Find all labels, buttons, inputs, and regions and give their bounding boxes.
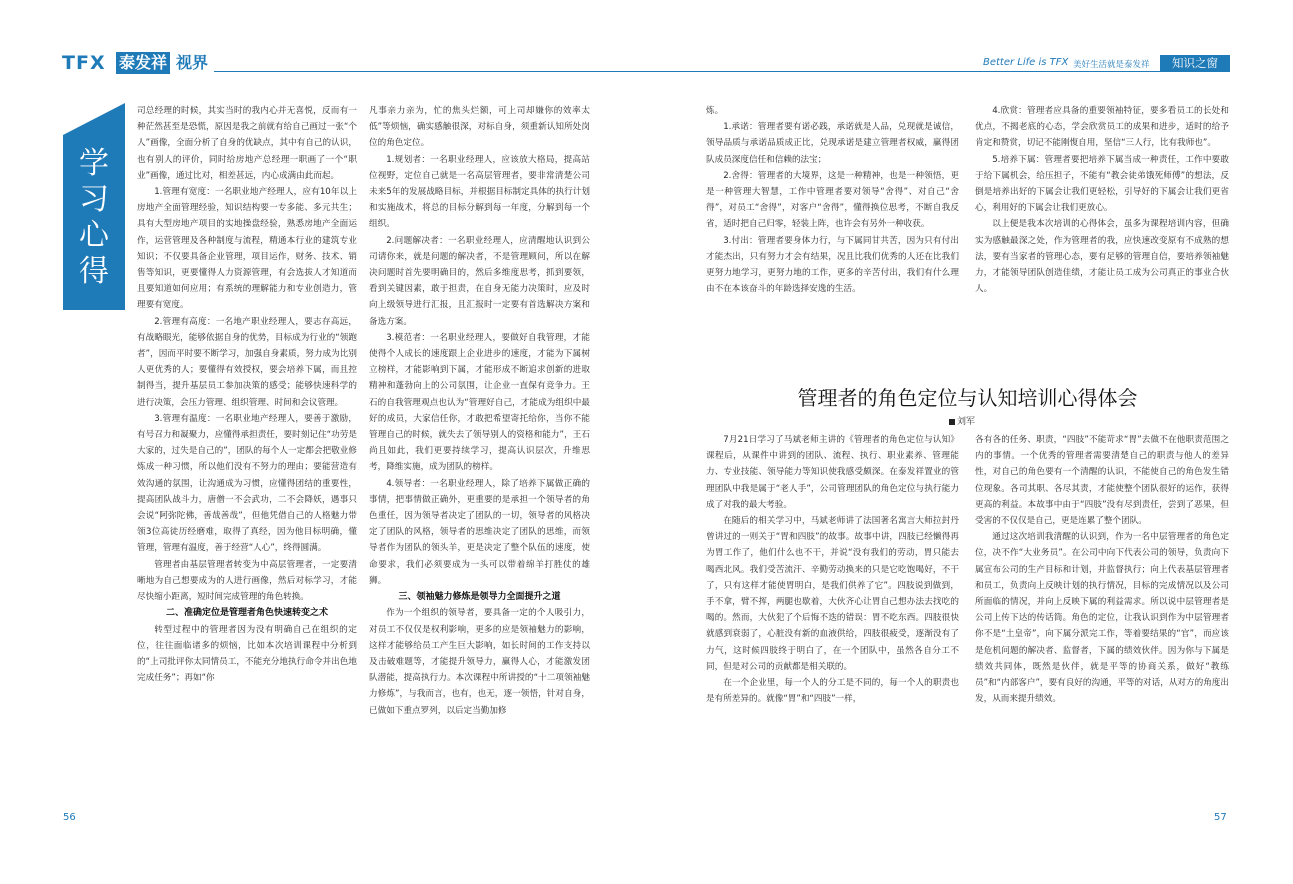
side-banner-char: 心 bbox=[79, 218, 109, 253]
paragraph: 1.承诺：管理者要有诺必践，承诺就是人品，兑现就是诚信，领导品质与承诺品质成正比，兑现承诺是建立管理者权威，赢得团队成员深度信任和信赖的法宝； bbox=[706, 122, 959, 165]
paragraph: 7月21日学习了马斌老师主讲的《管理者的角色定位与认知》课程后，从课件中讲到的团队、流程、执行、职业素养、管理能力、专业技能、领导能力等知识使我感受颇深。在泰发祥置业的管理团队中我是属于“老人手”，公司管理团队的角色定位与执行能力成了对我的最大考验。 bbox=[706, 435, 959, 510]
brand-logo-name: 泰发祥 bbox=[116, 52, 170, 74]
paragraph: 炼。 bbox=[706, 106, 724, 116]
side-banner-label bbox=[63, 146, 125, 290]
paragraph: 作为一个组织的领导者，要具备一定的个人吸引力，对员工不仅仅是权利影响，更多的应是领袖魅力的影响，这样才能够给员工产生巨大影响，如长时间的工作支持以及击破难题等，才能提升领导力，赢得人心，才能激发团队潜能，提高执行力。本次课程中所讲授的“十二项领袖魅力修炼”，与我而言，也有，也无，逐一领悟，针对自身，已做如下重点罗列，以后定当勤加修 bbox=[369, 608, 590, 716]
side-banner-corner bbox=[63, 103, 125, 135]
left-column-2 bbox=[369, 103, 590, 719]
paragraph: 1.规划者：一名职业经理人，应该放大格局，提高站位视野，定位自己就是一名高层管理者，要非常清楚公司未来5年的发展战略目标，并根据目标制定具体的执行计划和实施战术，将总的目标分解到每一年度，分解到每一个组织。 bbox=[369, 154, 590, 230]
paragraph: 5.培养下属：管理者要把培养下属当成一种责任，工作中要敢于给下属机会，给压担子，不能有“教会徒弟饿死师傅”的想法，反倒是培养出好的下属会让我们更轻松，引导好的下属会让我们更省心，利用好的下属会让我们更放心。 bbox=[975, 154, 1229, 214]
paragraph: 1.管理有宽度：一名职业地产经理人，应有10年以上房地产全面管理经验，知识结构要一专多能、多元共生；具有大型房地产项目的实地操盘经验，熟悉房地产全面运作，运营管理及各种制度与流程，精通本行业的建筑专业知识；不仅要具备企业管理，项目运作，财务、技术、销售等知识，更要懂得人力资源管理，有会选拔人才知道而且要知道如何应用；有系统的理解能力和专业创造力，管理要有宽度。 bbox=[137, 187, 357, 311]
section-heading-3: 三、领袖魅力修炼是领导力全面提升之道 bbox=[398, 592, 561, 603]
left-column-1 bbox=[137, 103, 357, 686]
paragraph: 4.领导者：一名职业经理人，除了培养下属做正确的事情，把事情做正确外，更重要的是承担一个领导者的角色重任，因为领导者决定了团队的一切，领导者的风格决定了团队的风格，领导者的思维决定了团队的思维，而领导者作为团队的领头羊，更是决定了整个队伍的速度，使命要求，我们必须要成为一头可以带着绵羊打胜仗的雄狮。 bbox=[369, 478, 590, 586]
paragraph: 转型过程中的管理者因为没有明确自己在组织的定位，往往面临诸多的烦恼，比如本次培训课程中分析到的“上司批评你太同情员工，不能充分地执行命令并出色地完成任务”；再如“你 bbox=[137, 624, 357, 684]
side-banner-char: 得 bbox=[79, 254, 109, 289]
section-heading-2: 二、准确定位是管理者角色快速转变之术 bbox=[165, 608, 328, 619]
paragraph: 3.管理有温度：一名职业地产经理人，要善于激励，有号召力和凝聚力，应懂得承担责任，要时刻记住“功劳是大家的，过失是自己的”，团队的每个人一定都会把敬业修炼成一种习惯，所以他们没有不努力的理由；要能营造有效沟通的氛围，让沟通成为习惯，应懂得团结的重要性，提高团队战斗力，唐僧一不会武功，二不会降妖，遇事只会说“阿弥陀佛，善哉善哉”，但他凭借自己的人格魅力带领3位高徒历经磨难，取得了真经，因为他目标明确，懂管理，管理有温度，善于经营“人心”，终得圆满。 bbox=[137, 413, 357, 554]
author-marker-icon bbox=[949, 419, 955, 425]
paragraph: 以上便是我本次培训的心得体会，虽多为课程培训内容，但确实为感触最深之处，作为管理者的我，应快速改变原有不成熟的想法，要有当家者的管理心态，要有足够的管理自信，要培养领袖魅力，才能领导团队创造佳绩，才能让员工成为公司真正的事业合伙人。 bbox=[975, 219, 1229, 295]
article-title: 管理者的角色定位与认知培训心得体会 bbox=[797, 386, 1138, 410]
paragraph: 管理者由基层管理者转变为中高层管理者，一定要清晰地为自己想要成为的人进行画像，然后对标学习，才能尽快缩小距离，短时间完成管理的角色转换。 bbox=[137, 559, 357, 603]
right-column-4 bbox=[975, 432, 1229, 707]
paragraph: 各有各的任务、职责，“四肢”不能苛求“胃”去做不在他职责范围之内的事情。一个优秀的管理者需要清楚自己的职责与他人的差异性，对自己的角色要有一个清醒的认识，不能使自己的角色发生错位现象。各司其职、各尽其责，才能使整个团队很好的运作，获得更高的利益。本故事中由于“四肢”没有尽到责任，尝到了恶果，但受害的不仅仅是自己，更是连累了整个团队。 bbox=[975, 435, 1229, 527]
right-column-2 bbox=[975, 103, 1229, 297]
paragraph: 3.付出：管理者要身体力行，与下属同甘共苦，因为只有付出才能杰出，只有努力才会有结果，况且比我们优秀的人还在比我们更努力地学习，更努力地的工作，更多的辛苦付出，我们有什么理由不在本该奋斗的年龄选择安逸的生活。 bbox=[706, 235, 959, 295]
side-banner-char: 学 bbox=[79, 146, 109, 181]
right-column-3 bbox=[706, 432, 959, 707]
page-number-left: 56 bbox=[63, 812, 76, 823]
right-column-1 bbox=[706, 103, 959, 297]
paragraph: 2.舍得：管理者的大境界，这是一种精神，也是一种领悟，更是一种管理大智慧，工作中管理者要对领导“舍得”、对自己“舍得”，对员工“舍得”，对客户“舍得”，懂得换位思考，不断自我反省，适时把自己归零，轻装上阵，也许会有另外一种收获。 bbox=[706, 170, 959, 230]
author-name: 刘军 bbox=[957, 417, 976, 427]
tagline-en: Better Life is TFX bbox=[983, 57, 1069, 68]
paragraph: 2.管理有高度：一名地产职业经理人，要志存高远，有战略眼光，能够依据自身的优势，目标成为行业的“领跑者”，因而平时要不断学习，加强自身素质，努力成为比别人更优秀的人；要懂得有效授权，要会培养下属，而且控制得当，提升基层员工参加决策的感受；能够快速科学的进行决策，会压力管理、组织管理、时间和会议管理。 bbox=[137, 316, 357, 408]
brand-logo-view: 视界 bbox=[176, 53, 209, 72]
tagline-cn: 美好生活就是泰发祥 bbox=[1073, 60, 1150, 70]
side-banner-char: 习 bbox=[79, 182, 109, 217]
header-rule bbox=[214, 71, 1172, 72]
paragraph: 4.欣赏：管理者应具备的重要领袖特征，要多看员工的长处和优点，不揭老底的心态，学会欣赏员工的成果和进步，适时的给予肯定和赞赏，切记不能刚愎自用，坚信“三人行，比有我师也”。 bbox=[975, 106, 1229, 149]
article-author bbox=[949, 414, 975, 427]
paragraph: 在一个企业里，每一个人的分工是不同的，每一个人的职责也是有所差异的。就像“胃”和“四肢”一样， bbox=[706, 678, 959, 705]
page-number-right: 57 bbox=[1214, 812, 1227, 823]
section-label: 知识之窗 bbox=[1160, 55, 1230, 72]
paragraph: 3.模范者：一名职业经理人，要做好自我管理，才能使得个人成长的速度跟上企业进步的速度，才能为下属树立榜样，才能影响到下属，才能形成不断追求创新的进取精神和蓬勃向上的公司氛围，让企业一直保有竞争力。王石的自我管理观点也认为“管理好自己，才能成为组织中最好的成员，大家信任你，才敢把希望寄托给你，当你不能管理自己的时候，就失去了领导别人的资格和能力”，王石尚且如此，我们更要持续学习，提高认识层次，升维思考，降维实施，成为团队的榜样。 bbox=[369, 332, 590, 473]
paragraph: 通过这次培训我清醒的认识到，作为一名中层管理者的角色定位，决不作“大业务员”。在公司中向下代表公司的领导，负责向下属宣布公司的生产目标和计划，并监督执行；向上代表基层管理者和员工，负责向上反映计划的执行情况，目标的完成情况以及公司所面临的情况，并向上反映下属的利益需求。所以说中层管理者是公司上传下达的传话筒。角色的定位，让我认识到作为中层管理者你不是“土皇帝”，向下属分派完工作，等着要结果的“官”，而应该是危机问题的解决者、监督者，下属的绩效伙伴。因为你与下属是绩效共同体，既然是伙伴，就是平等的协商关系，做好“教练员”和“内部客户”，要有良好的沟通，平等的对话，从对方的角度出发，从而来提升绩效。 bbox=[975, 532, 1229, 705]
paragraph: 凡事亲力亲为，忙的焦头烂额，可上司却嫌你的效率太低”等烦恼，确实感触很深，对标自身，须重新认知所处岗位的角色定位。 bbox=[369, 106, 590, 149]
paragraph: 2.问题解决者：一名职业经理人，应清醒地认识到公司请你来，就是问题的解决者，不是管理顾问，所以在解决问题时首先要明确目的，然后多维度思考，抓到要领，看到关键因素，敢于担责，在自身无能力决策时，应及时向上级领导进行汇报，且汇报时一定要有首选解决方案和备选方案。 bbox=[369, 235, 590, 327]
paragraph: 在随后的相关学习中，马斌老师讲了法国著名寓言大师拉封丹曾讲过的一则关于“胃和四肢”的故事。故事中讲，四肢已经懒得再为胃工作了，他们什么也不干，并说“没有我们的劳动，胃只能去喝西北风。我们受苦流汗、辛勤劳动换来的只是它吃饱喝好，不干了，只有这样才能使胃明白，是我们供养了它”。四肢说到做到，手不拿，臂不挥，两腿也歇着，大伙齐心让胃自己想办法去找吃的喝的。然而，大伙犯了个后悔不迭的错误：胃不吃东西。四肢很快就感到衰弱了，心脏没有新的血液供给，四肢很疲受，逐渐没有了力气，这时候四肢终于明白了，在一个团队中，虽然各自分工不同，但是对公司的贡献都是相关联的。 bbox=[706, 516, 959, 672]
paragraph: 司总经理的时候，其实当时的我内心并无喜悦，反而有一种茫然甚至是恐慌，原因是我之前就有给自己画过一张“个人”画像，全面分析了自身的优缺点，其中有自己的认识，也有别人的评价，同时给房地产总经理一职画了一个“职业”画像，通过比对，相差甚远，内心成满由此而起。 bbox=[137, 106, 357, 181]
brand-logo-tfx: TFX bbox=[62, 52, 106, 74]
